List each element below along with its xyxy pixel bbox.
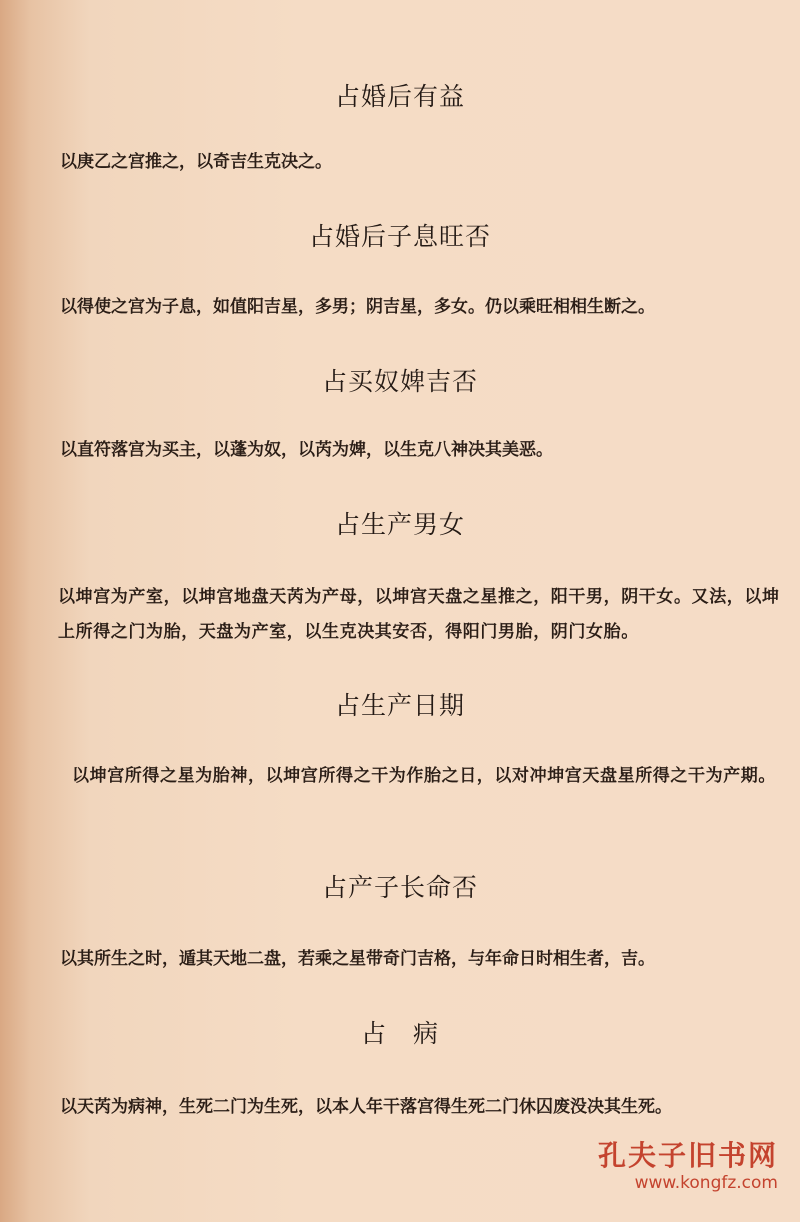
section-body: 以坤宫所得之星为胎神，以坤宫所得之干为作胎之日，以对冲坤宫天盘星所得之干为产期。: [72, 766, 776, 786]
watermark-name: 孔夫子旧书网: [597, 1139, 778, 1172]
section-heading: 占婚后有益: [334, 82, 465, 111]
watermark-url: www.kongfz.com: [634, 1173, 778, 1193]
section-heading: 占生产日期: [334, 691, 465, 720]
section-heading: 占 病: [360, 1019, 439, 1048]
section-body: 以其所生之时，遁其天地二盘，若乘之星带奇门吉格，与年命日时相生者，吉。: [60, 949, 655, 969]
section-body: 以直符落宫为买主，以蓬为奴，以芮为婢，以生克八神决其美恶。: [60, 440, 553, 460]
section-body: 以天芮为病神，生死二门为生死，以本人年干落宫得生死二门休囚废没决其生死。: [60, 1097, 672, 1117]
section-heading: 占婚后子息旺否: [308, 222, 491, 251]
watermark: [598, 1140, 778, 1194]
section-body: 以庚乙之宫推之，以奇吉生克决之。: [60, 152, 332, 172]
section-body: 以得使之宫为子息，如值阳吉星，多男；阴吉星，多女。仍以乘旺相相生断之。: [60, 297, 655, 317]
section-heading: 占生产男女: [334, 510, 465, 539]
section-heading: 占买奴婢吉否: [321, 367, 478, 396]
section-body: 以坤宫为产室，以坤宫地盘天芮为产母，以坤宫天盘之星推之，阳干男，阴干女。又法，以坤上所得之门为胎，天盘为产室，以生克决其安否，得阳门男胎，阴门女胎。: [58, 587, 780, 642]
section-heading: 占产子长命否: [321, 873, 478, 902]
